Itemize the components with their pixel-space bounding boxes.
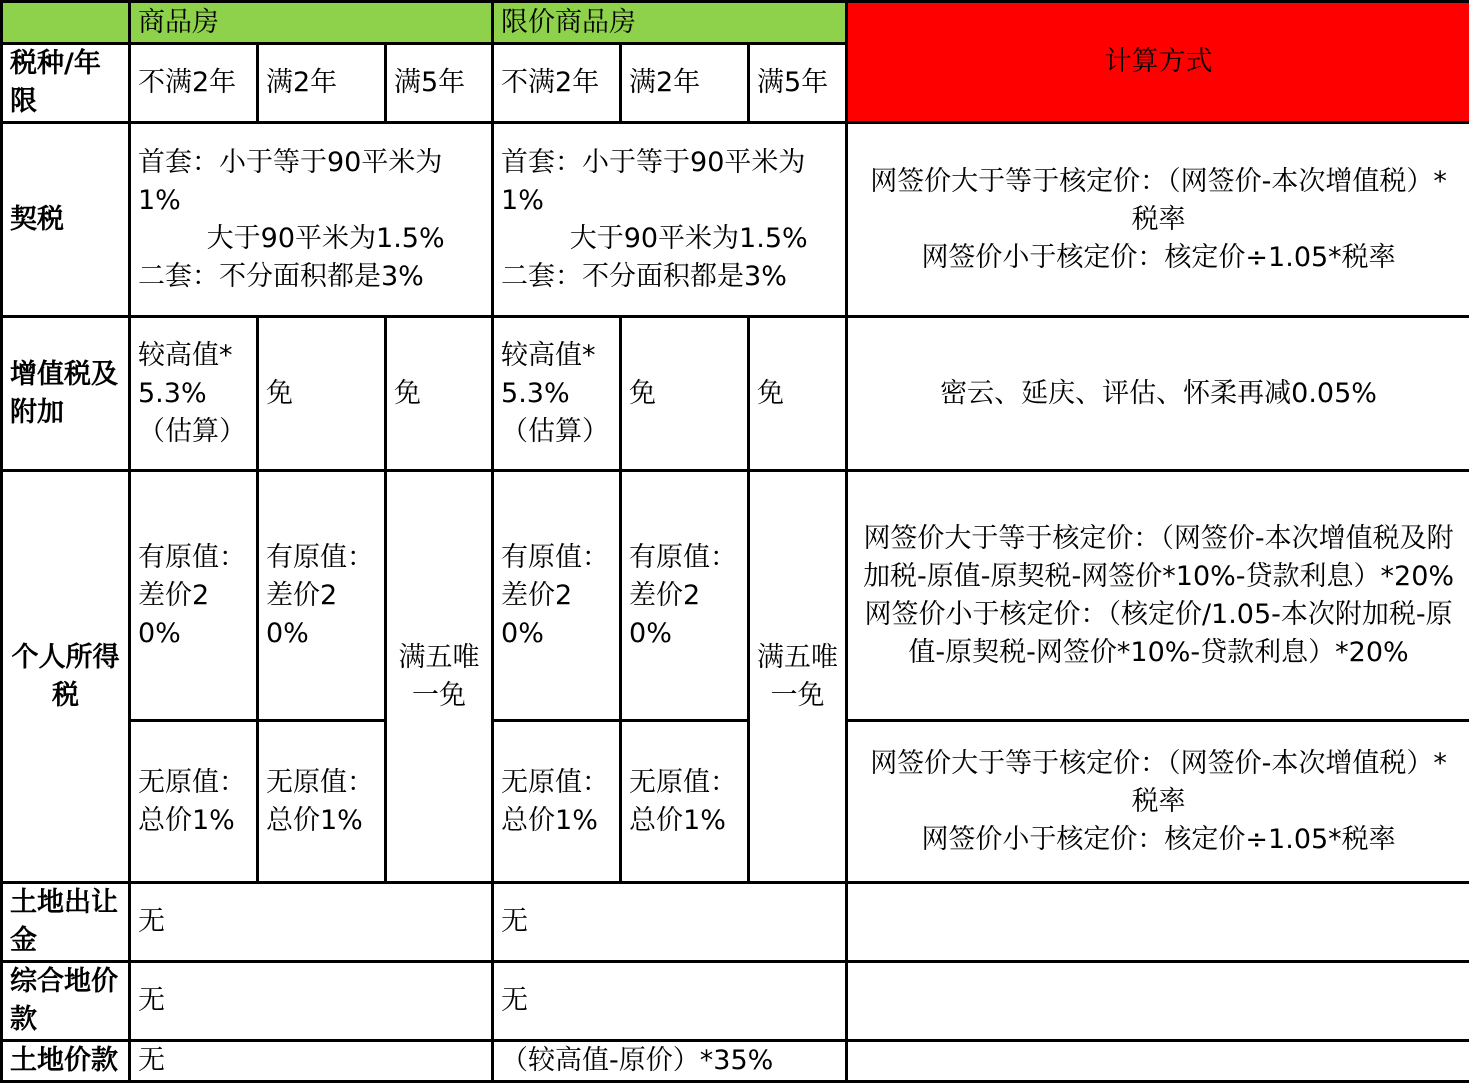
deed-tax-row <box>2 123 1469 317</box>
income-calc-with-line1: 网签价大于等于核定价：（网签价-本次增值税及附加税-原值-原契税-网签价*10%-贷款利息）*20% <box>860 520 1457 596</box>
income-limited-2y-without-original: 无原值：总价1% <box>621 721 749 883</box>
income-calc-without-line1: 网签价大于等于核定价：（网签价-本次增值税）*税率 <box>860 745 1457 821</box>
vat-commercial-under-2y: 较高值*5.3%（估算） <box>130 317 258 471</box>
land-transfer-limited: 无 <box>493 883 847 962</box>
deed-tax-limited: 首套：小于等于90平米为1% 大于90平米为1.5% 二套：不分面积都是3% <box>493 123 847 317</box>
income-calc-without-original <box>847 721 1469 883</box>
income-commercial-under-2y-without-original: 无原值：总价1% <box>130 721 258 883</box>
land-price-label: 土地价款 <box>2 1041 130 1082</box>
income-limited-under-2y-with-original: 有原值：差价20% <box>493 471 621 721</box>
vat-limited-under-2y: 较高值*5.3%（估算） <box>493 317 621 471</box>
header-limited-price-housing: 限价商品房 <box>493 2 847 44</box>
land-price-limited: （较高值-原价）*35% <box>493 1041 847 1082</box>
header-limited-2y: 满2年 <box>621 44 749 123</box>
income-commercial-2y-without-original: 无原值：总价1% <box>258 721 386 883</box>
composite-land-commercial: 无 <box>130 962 493 1041</box>
land-price-row <box>2 1041 1469 1082</box>
vat-limited-5y: 免 <box>749 317 847 471</box>
header-commercial-2y: 满2年 <box>258 44 386 123</box>
header-limited-5y: 满5年 <box>749 44 847 123</box>
deed-tax-label: 契税 <box>2 123 130 317</box>
income-commercial-2y-with-original: 有原值：差价20% <box>258 471 386 721</box>
composite-land-limited: 无 <box>493 962 847 1041</box>
vat-label: 增值税及附加 <box>2 317 130 471</box>
income-tax-label: 个人所得税 <box>2 471 130 883</box>
composite-land-calc <box>847 962 1469 1041</box>
income-limited-2y-with-original: 有原值：差价20% <box>621 471 749 721</box>
group-header-row <box>2 2 1469 44</box>
income-tax-row-without-original <box>2 721 1469 883</box>
deed-tax-calc-line2: 网签价小于核定价：核定价÷1.05*税率 <box>860 239 1457 277</box>
deed-tax-commercial: 首套：小于等于90平米为1% 大于90平米为1.5% 二套：不分面积都是3% <box>130 123 493 317</box>
land-transfer-row <box>2 883 1469 962</box>
header-calc-method: 计算方式 <box>847 2 1469 123</box>
income-tax-row-with-original <box>2 471 1469 721</box>
header-tax-year-label: 税种/年限 <box>2 44 130 123</box>
income-calc-with-line2: 网签价小于核定价：（核定价/1.05-本次附加税-原值-原契税-网签价*10%-贷款利息）*20% <box>860 596 1457 672</box>
land-transfer-label: 土地出让金 <box>2 883 130 962</box>
header-blank-cell <box>2 2 130 44</box>
composite-land-row <box>2 962 1469 1041</box>
header-commercial-under-2y: 不满2年 <box>130 44 258 123</box>
vat-commercial-5y: 免 <box>386 317 493 471</box>
land-price-commercial: 无 <box>130 1041 493 1082</box>
vat-commercial-2y: 免 <box>258 317 386 471</box>
income-calc-without-line2: 网签价小于核定价：核定价÷1.05*税率 <box>860 821 1457 859</box>
land-transfer-commercial: 无 <box>130 883 493 962</box>
income-commercial-under-2y-with-original: 有原值：差价20% <box>130 471 258 721</box>
header-commercial-housing: 商品房 <box>130 2 493 44</box>
vat-row <box>2 317 1469 471</box>
deed-tax-calc <box>847 123 1469 317</box>
vat-calc: 密云、延庆、评估、怀柔再减0.05% <box>847 317 1469 471</box>
income-commercial-5y-exempt: 满五唯一免 <box>386 471 493 883</box>
vat-limited-2y: 免 <box>621 317 749 471</box>
header-limited-under-2y: 不满2年 <box>493 44 621 123</box>
header-commercial-5y: 满5年 <box>386 44 493 123</box>
deed-tax-calc-line1: 网签价大于等于核定价：（网签价-本次增值税）*税率 <box>860 163 1457 239</box>
income-limited-5y-exempt: 满五唯一免 <box>749 471 847 883</box>
income-calc-with-original <box>847 471 1469 721</box>
income-limited-under-2y-without-original: 无原值：总价1% <box>493 721 621 883</box>
land-price-calc <box>847 1041 1469 1082</box>
composite-land-label: 综合地价款 <box>2 962 130 1041</box>
land-transfer-calc <box>847 883 1469 962</box>
